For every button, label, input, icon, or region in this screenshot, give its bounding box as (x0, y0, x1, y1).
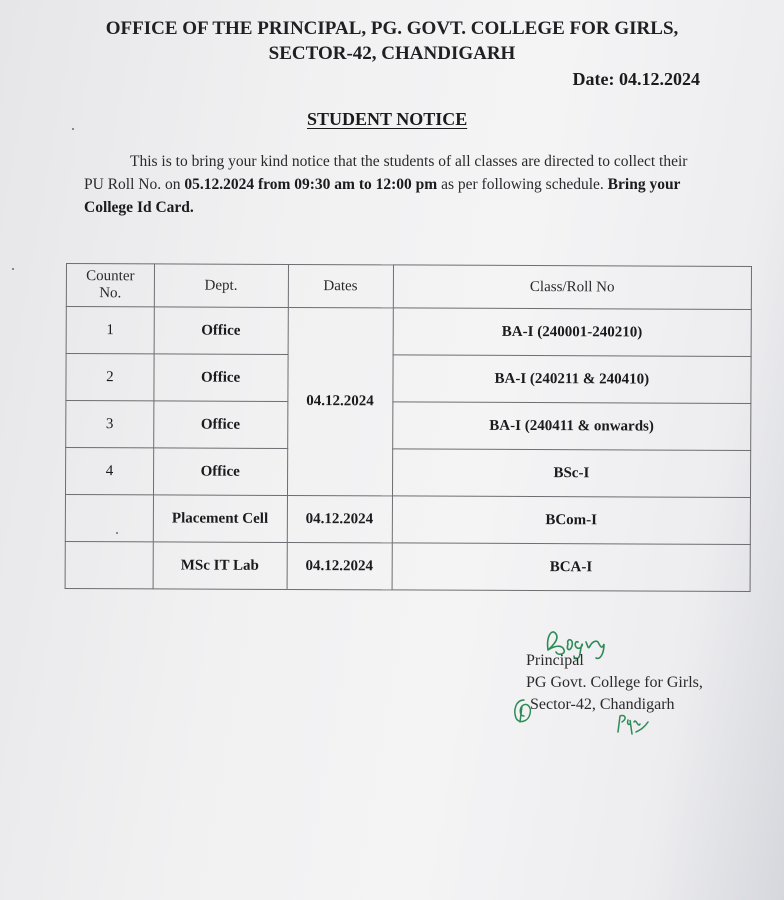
dept-cell: Office (153, 448, 287, 496)
dept-cell: Placement Cell (153, 495, 287, 543)
header-counter (66, 264, 154, 307)
class-cell: BCom-I (392, 496, 751, 545)
body-line-1: This is to bring your kind notice that the students of all classes are directed to collect their (130, 153, 688, 170)
paper-speck (12, 268, 14, 270)
counter-cell (65, 541, 153, 588)
signature-block (526, 650, 703, 716)
merged-date-cell: 04.12.2024 (287, 307, 393, 495)
signature-college: PG Govt. College for Girls, (526, 674, 703, 691)
counter-cell: 1 (66, 307, 154, 354)
header-counter-line1: Counter (86, 268, 135, 285)
date-cell: 04.12.2024 (287, 495, 392, 542)
counter-cell: 4 (65, 448, 153, 495)
header-counter-line2: No. (99, 285, 122, 302)
body-line-2 (84, 173, 704, 196)
body-text-id-card: College Id Card. (84, 199, 194, 216)
header-line-1: OFFICE OF THE PRINCIPAL, PG. GOVT. COLLEGE FOR GIRLS, (105, 18, 679, 39)
office-header (0, 16, 784, 66)
class-cell: BSc-I (392, 449, 751, 498)
notice-date: Date: 04.12.2024 (572, 69, 700, 89)
class-cell: BCA-I (392, 543, 751, 592)
header-line-2: SECTOR-42, CHANDIGARH (268, 43, 516, 64)
header-dates: Dates (288, 264, 393, 307)
table-row (66, 307, 751, 357)
body-text-schedule: as per following schedule. (437, 176, 608, 193)
signature-title: Principal (526, 652, 584, 669)
notice-title: STUDENT NOTICE (307, 109, 468, 129)
header-class: Class/Roll No (393, 265, 752, 310)
class-cell: BA-I (240411 & onwards) (392, 402, 751, 451)
paper-speck (116, 532, 118, 534)
dept-cell: Office (154, 354, 288, 402)
body-text-bring: Bring your (607, 176, 681, 193)
header-dept: Dept. (154, 264, 288, 308)
dept-cell: MSc IT Lab (153, 542, 287, 590)
table-row (65, 541, 750, 591)
body-text-datetime: 05.12.2024 from 09:30 am to 12:00 pm (184, 176, 438, 193)
table-header-row (66, 264, 751, 310)
body-line-3 (84, 196, 704, 219)
signature-sector: Sector-42, Chandigarh (530, 696, 675, 713)
table-row (66, 354, 751, 404)
dept-cell: Office (154, 307, 288, 355)
class-cell: BA-I (240211 & 240410) (393, 355, 752, 404)
paper-speck (72, 128, 74, 130)
body-text-roll: PU Roll No. on (84, 176, 185, 193)
counter-cell: 2 (66, 354, 154, 401)
table-row (65, 494, 750, 544)
table-row (66, 401, 751, 451)
counter-cell: 3 (66, 401, 154, 448)
table-row (65, 448, 750, 498)
counter-cell (65, 494, 153, 541)
schedule-table (65, 263, 752, 592)
dept-cell: Office (153, 401, 287, 449)
notice-body (84, 150, 704, 219)
class-cell: BA-I (240001-240210) (393, 308, 752, 357)
date-cell: 04.12.2024 (287, 542, 392, 589)
